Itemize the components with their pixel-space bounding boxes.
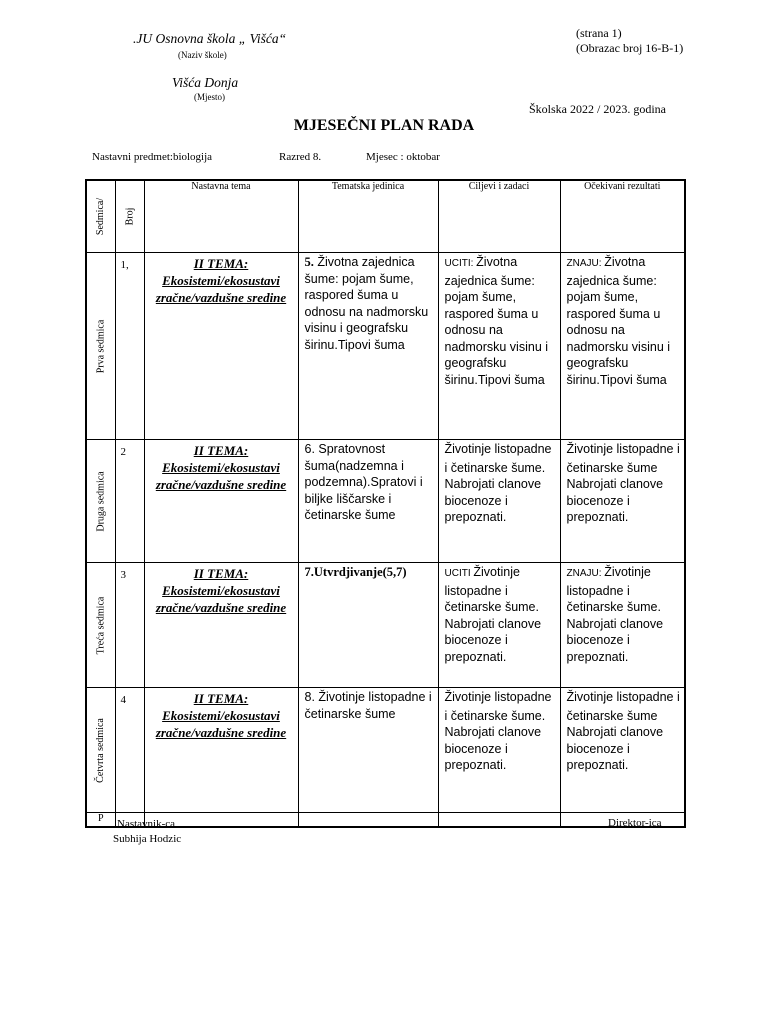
teacher-label: Nastavnik-ca <box>117 818 176 830</box>
form-note: (Obrazac broj 16-B-1) <box>576 41 684 55</box>
goals-cell <box>438 813 560 828</box>
school-name-label: (Naziv škole) <box>178 50 227 60</box>
topic-cell: II TEMA: Ekosistemi/ekosustavi zračne/vazdušne sredine <box>144 440 298 563</box>
unit-cell: 8. Životinje listopadne i četinarske šume <box>298 688 438 813</box>
unit-cell: 5. Životna zajednica šume: pojam šume, raspored šuma u odnosu na nadmorsku visinu i geografsku širinu.Tipovi šuma <box>298 253 438 440</box>
header-number: Broj <box>115 180 144 253</box>
week-cell: P <box>86 813 115 828</box>
teacher-signature-block <box>113 817 182 847</box>
header-unit: Tematska jedinica <box>298 180 438 253</box>
subject: Nastavni predmet:biologija <box>92 151 213 163</box>
table-row <box>86 253 685 440</box>
results-cell: ZNAJU: Životna zajednica šume: pojam šume, raspored šuma u odnosu na nadmorsku visinu i geografsku širinu.Tipovi šuma <box>560 253 685 440</box>
week-cell: Prva sedmica <box>86 253 115 440</box>
number-cell: 1, <box>115 253 144 440</box>
results-cell: Životinje listopadne i četinarske šume Nabrojati clanove biocenoze i prepoznati. <box>560 440 685 563</box>
teacher-name: Subhija Hodzic <box>113 833 182 845</box>
week-cell: Treća sedmica <box>86 563 115 688</box>
document-title: MJESEČNI PLAN RADA <box>293 117 475 134</box>
header-results: Očekivani rezultati <box>560 180 685 253</box>
topic-cell: II TEMA: Ekosistemi/ekosustavi zračne/vazdušne sredine <box>144 563 298 688</box>
place-name: Višća Donja <box>172 75 239 90</box>
results-cell: ZNAJU: Životinje listopadne i četinarske šume. Nabrojati clanove biocenoze i prepoznati. <box>560 563 685 688</box>
goals-cell: UCITI: Životna zajednica šume: pojam šume, raspored šuma u odnosu na nadmorsku visinu i geografsku širinu.Tipovi šuma <box>438 253 560 440</box>
month: Mjesec : oktobar <box>366 151 440 163</box>
goals-cell: Životinje listopadne i četinarske šume. Nabrojati clanove biocenoze i prepoznati. <box>438 440 560 563</box>
table-header-row <box>86 180 685 253</box>
results-cell: Životinje listopadne i četinarske šume Nabrojati clanove biocenoze i prepoznati. <box>560 688 685 813</box>
table-row <box>86 563 685 688</box>
unit-cell <box>298 813 438 828</box>
unit-cell: 6. Spratovnost šuma(nadzemna i podzemna).Spratovi i biljke liščarske i četinarske šume <box>298 440 438 563</box>
director-label: Direktor-ica <box>608 817 662 829</box>
number-cell: 3 <box>115 563 144 688</box>
header-week: Sedmica/ <box>86 180 115 253</box>
week-cell: Četvrta sedmica <box>86 688 115 813</box>
goals-cell: UCITI Životinje listopadne i četinarske šume. Nabrojati clanove biocenoze i prepoznati. <box>438 563 560 688</box>
header-topic: Nastavna tema <box>144 180 298 253</box>
place-label: (Mjesto) <box>194 92 225 102</box>
table-row <box>86 688 685 813</box>
topic-cell: II TEMA: Ekosistemi/ekosustavi zračne/vazdušne sredine <box>144 253 298 440</box>
table-row <box>86 440 685 563</box>
school-year: Školska 2022 / 2023. godina <box>529 102 666 116</box>
grade: Razred 8. <box>279 151 322 163</box>
week-cell: Druga sedmica <box>86 440 115 563</box>
unit-cell: 7.Utvrdjivanje(5,7) <box>298 563 438 688</box>
goals-cell: Životinje listopadne i četinarske šume. Nabrojati clanove biocenoze i prepoznati. <box>438 688 560 813</box>
number-cell: 2 <box>115 440 144 563</box>
plan-table <box>85 179 686 828</box>
page-note: (strana 1) <box>576 26 622 40</box>
number-cell: 4 <box>115 688 144 813</box>
header-goals: Ciljevi i zadaci <box>438 180 560 253</box>
topic-cell: II TEMA: Ekosistemi/ekosustavi zračne/vazdušne sredine <box>144 688 298 813</box>
school-name: .JU Osnovna škola „ Višća“ <box>133 31 287 46</box>
